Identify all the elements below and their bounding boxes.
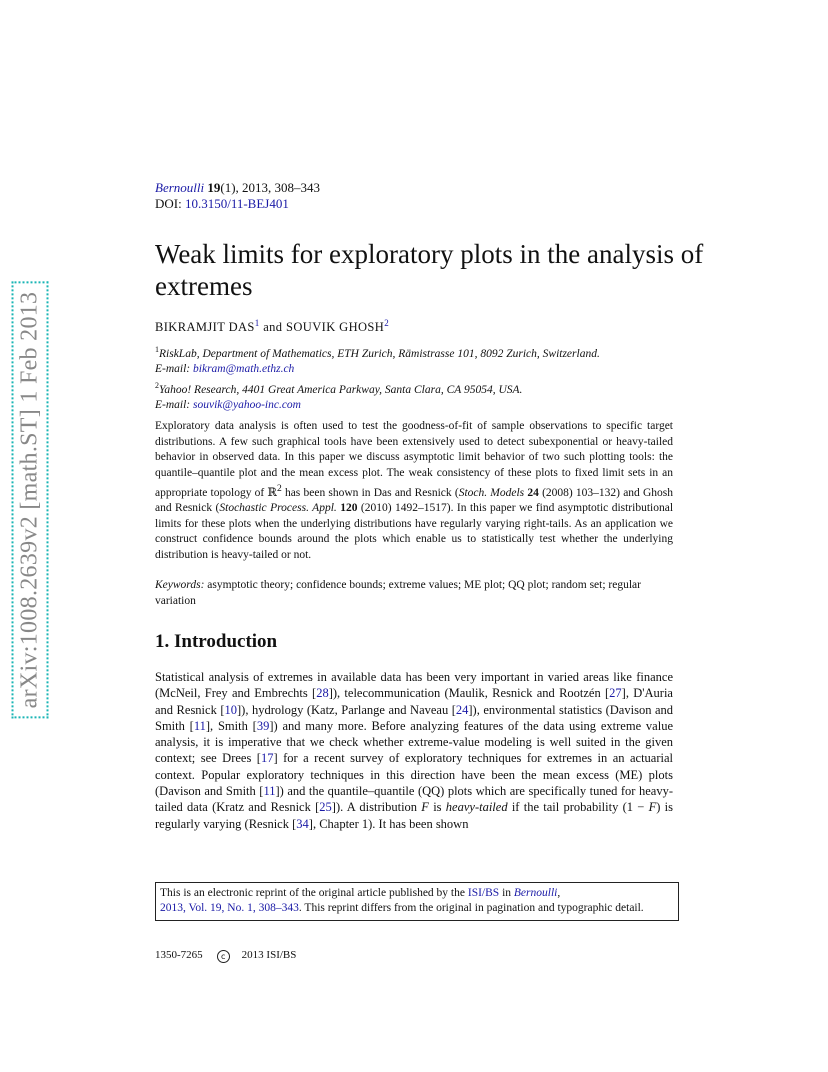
abstract xyxy=(155,419,673,563)
author-list xyxy=(155,318,389,335)
citation-link-34[interactable]: 34 xyxy=(296,816,309,831)
section-number: 1. xyxy=(155,631,170,652)
abstract-text-4: (2010) 1492–1517). In this paper we find asymptotic distributional limits for these plots when the underlying distributions have regularly varying right-tails. As an application we construct confidence bounds around the plots which enable us to statistically test whether the underlying distribution is heavy-tailed or not. xyxy=(155,502,674,561)
intro-text: ], Chapter 1). It has been shown xyxy=(308,816,469,831)
issn: 1350-7265 xyxy=(155,949,203,961)
journal-volume: 19 xyxy=(207,180,221,195)
author-separator: and xyxy=(259,320,286,335)
intro-text: ]), hydrology (Katz, Parlange and Naveau [ xyxy=(237,702,456,717)
reprint-text: in xyxy=(499,887,514,899)
affiliation-1-text: RiskLab, Department of Mathematics, ETH Zurich, Rämistrasse 101, 8092 Zurich, Switzerland. xyxy=(159,347,600,360)
abstract-text-2: has been shown in Das and Resnick ( xyxy=(281,486,459,499)
doi-link[interactable]: 10.3150/11-BEJ401 xyxy=(184,196,289,211)
intro-text: ]) and the quantile–quantile (QQ) plots which are specifically tuned for heavy-tailed data (Kratz and Resnick [ xyxy=(155,784,673,815)
affiliation-2-text: Yahoo! Research, 4401 Great America Parkway, Santa Clara, CA 95054, USA. xyxy=(159,383,523,396)
email-1-line xyxy=(155,362,685,378)
journal-issue-pages: (1), 2013, 308–343 xyxy=(220,180,321,195)
copyright-icon: c xyxy=(217,950,230,963)
citation-link-17[interactable]: 17 xyxy=(260,751,274,766)
isi-bs-link[interactable]: ISI/BS xyxy=(467,887,500,899)
citation-link-24[interactable]: 24 xyxy=(455,702,469,717)
reprint-text: , xyxy=(557,887,561,899)
intro-text: ]). A distribution xyxy=(331,800,422,815)
term-heavy-tailed: heavy-tailed xyxy=(445,800,508,815)
citation-link-25[interactable]: 25 xyxy=(319,800,332,815)
abstract-superscript: 2 xyxy=(276,483,282,494)
email-2-link[interactable]: souvik@yahoo-inc.com xyxy=(193,399,301,412)
abstract-volume-2: 120 xyxy=(340,502,358,515)
volume-link[interactable]: 2013, Vol. 19, No. 1, 308–343 xyxy=(160,902,299,914)
affiliation-2-mark: 2 xyxy=(155,380,159,390)
reprint-text: . This reprint differs from the original in pagination and typographic detail. xyxy=(298,902,644,914)
affiliations xyxy=(155,342,685,414)
journal-header xyxy=(155,180,320,212)
author-1: BIKRAMJIT DAS xyxy=(155,320,255,335)
page-footer xyxy=(155,949,296,963)
reprint-notice xyxy=(155,882,679,921)
intro-text: ) is regularly varying (Resnick [ xyxy=(155,800,673,831)
intro-text: ]), environmental statistics (Davison and Smith [ xyxy=(155,702,673,733)
intro-text: ], Smith [ xyxy=(205,718,257,733)
intro-text: ], D'Auria and Resnick [ xyxy=(155,686,673,717)
abstract-journal-2: Stochastic Process. Appl. xyxy=(219,502,337,515)
citation-link-10[interactable]: 10 xyxy=(224,702,237,717)
email-1-label: E-mail: xyxy=(155,363,194,376)
author-2-affil-mark[interactable]: 2 xyxy=(384,318,390,328)
journal-name-link[interactable]: Bernoulli xyxy=(155,180,205,195)
keywords-text: asymptotic theory; confidence bounds; extreme values; ME plot; QQ plot; random set; regular variation xyxy=(155,579,641,607)
intro-text: Statistical analysis of extremes in available data has been very important in varied areas like finance (McNeil, Frey and Embrechts [ xyxy=(155,670,673,701)
abstract-text-3: (2008) 103–132) and Ghosh and Resnick ( xyxy=(155,486,674,515)
author-2: SOUVIK GHOSH xyxy=(286,320,385,335)
doi-label: DOI: xyxy=(155,196,185,211)
citation-link-28[interactable]: 28 xyxy=(316,686,329,701)
affiliation-1 xyxy=(155,342,685,362)
abstract-journal-1: Stoch. Models xyxy=(458,486,525,499)
intro-text: is xyxy=(428,800,446,815)
citation-link-27[interactable]: 27 xyxy=(609,686,622,701)
math-variable-F: F xyxy=(648,800,657,815)
copyright-text: 2013 ISI/BS xyxy=(241,949,297,961)
abstract-text-1: Exploratory data analysis is often used to test the goodness-of-fit of sample observations to specific target distributions. A few such graphical tools have been extensively used to detect subexponential or heavy-tailed behavior in observed data. In this paper we discuss asymptotic limit behavior of two such plotting tools: the quantile–quantile plot and the mean excess plot. The weak consistency of these plots to fixed limit sets in an appropriate topology of ℝ xyxy=(155,420,673,499)
email-2-line xyxy=(155,398,685,414)
paper-title: Weak limits for exploratory plots in the analysis of extremes xyxy=(155,239,704,301)
abstract-volume-1: 24 xyxy=(527,486,539,499)
journal-citation xyxy=(155,180,320,196)
math-variable-F: F xyxy=(421,800,429,815)
email-1-link[interactable]: bikram@math.ethz.ch xyxy=(193,363,295,376)
citation-link-11b[interactable]: 11 xyxy=(263,784,276,799)
intro-text: ] for a recent survey of exploratory techniques for extremes in an actuarial context. Popular exploratory techniques in this direction have been the mean excess (ME) plots (Davison and Smith [ xyxy=(155,751,673,799)
arxiv-stamp-container xyxy=(8,250,52,750)
intro-text: ]), telecommunication (Maulik, Resnick and Rootzén [ xyxy=(328,686,610,701)
arxiv-stamp[interactable]: arXiv:1008.2639v2 [math.ST] 1 Feb 2013 xyxy=(12,282,49,719)
affiliation-2 xyxy=(155,378,685,398)
section-heading-introduction xyxy=(155,631,277,653)
citation-link-11[interactable]: 11 xyxy=(193,718,206,733)
intro-text: ]) and many more. Before analyzing features of the data using extreme value analysis, it is imperative that we check whether extreme-value modeling is well suited in the given context; see Drees [ xyxy=(155,718,673,766)
section-title: Introduction xyxy=(174,631,278,652)
introduction-paragraph xyxy=(155,669,673,832)
keywords-label: Keywords: xyxy=(155,579,205,591)
bernoulli-link[interactable]: Bernoulli xyxy=(513,887,558,899)
author-1-affil-mark[interactable]: 1 xyxy=(254,318,260,328)
keywords xyxy=(155,578,673,609)
affiliation-1-mark: 1 xyxy=(155,345,159,354)
reprint-text: This is an electronic reprint of the original article published by the xyxy=(160,887,468,899)
email-2-label: E-mail: xyxy=(155,399,194,412)
doi-line xyxy=(155,196,320,212)
intro-text: if the tail probability (1 − xyxy=(507,800,649,815)
citation-link-39[interactable]: 39 xyxy=(256,718,270,733)
